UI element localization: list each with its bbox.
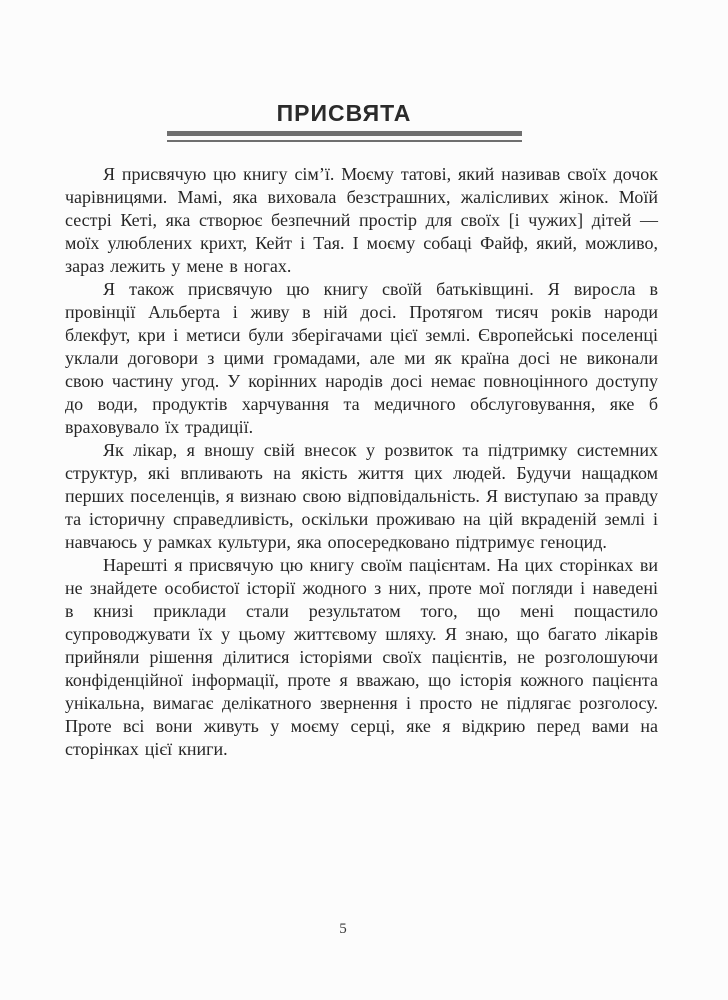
dedication-paragraph-2: Я також присвячую цю книгу своїй батьківщині. Я виросла в провінції Альберта і живу в ній досі. Протягом тисяч років народи блекфут, кри і метиси були зберігачами цієї землі. Європейські поселенці уклали договори з цими громадами, але ми як країна досі не виконали свою частину угод. У корінних народів досі немає повноцінного доступу до води, продуктів харчування та медичного обслуговування, яке б враховувало їх традиції.: [65, 279, 658, 437]
rule-thin-line: [167, 140, 522, 142]
dedication-paragraph-4: Нарешті я присвячую цю книгу своїм пацієнтам. На цих сторінках ви не знайдете особистої історії жодного з них, проте мої погляди і наведені в книзі приклади стали результатом того, що мені пощастило супроводжувати їх у цьому життєвому шляху. Я знаю, що багато лікарів прийняли рішення ділитися історіями своїх пацієнтів, не розголошуючи конфіденційної інформації, проте я вважаю, що історія кожного пацієнта унікальна, вимагає делікатного звернення і просто не підлягає розголосу. Проте всі вони живуть у моєму серці, яке я відкрию перед вами на сторінках цієї книги.: [65, 555, 658, 759]
page-title: ПРИСВЯТА: [276, 100, 412, 126]
rule-thick-line: [167, 131, 522, 136]
dedication-paragraph-3: Як лікар, я вношу свій внесок у розвиток та підтримку системних структур, які впливають на якість життя цих людей. Будучи нащадком перших поселенців, я визнаю свою відповідальність. Я виступаю за правду та історичну справедливість, оскільки проживаю на цій вкраденій землі і навчаюсь у рамках культури, яка опосередковано підтримує геноцид.: [65, 440, 658, 552]
title-double-rule: [167, 131, 522, 142]
page-footer: [0, 920, 686, 938]
page-number: 5: [339, 921, 347, 937]
dedication-paragraph-1: Я присвячую цю книгу сім’ї. Моєму татові, який називав своїх дочок чарівницями. Мамі, яка виховала безстрашних, жалісливих жінок. Моїй сестрі Кеті, яка створює безпечний простір для своїх [і чужих] дітей — моїх улюблених крихт, Кейт і Тая. І моєму собаці Файф, який, можливо, зараз лежить у мене в ногах.: [65, 164, 658, 276]
dedication-text: [0, 163, 728, 761]
chapter-header: [0, 0, 728, 142]
